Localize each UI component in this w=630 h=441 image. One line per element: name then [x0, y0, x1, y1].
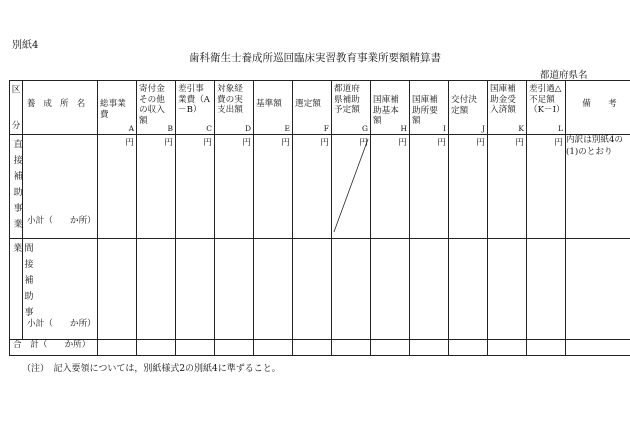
indirect-subsidy-label: 間接補助事業 — [10, 239, 23, 340]
total-cell-h — [371, 339, 410, 355]
total-cell-f — [293, 339, 332, 355]
document-label: 別紙4 — [12, 40, 39, 51]
direct-cell-i: 円 — [410, 135, 449, 239]
indirect-cell-e — [254, 239, 293, 340]
total-biko — [566, 339, 630, 355]
total-cell-g — [332, 339, 371, 355]
settlement-table — [9, 80, 630, 356]
header-col-h: 国庫補助基本額 H — [371, 81, 410, 135]
indirect-cell-k — [488, 239, 527, 340]
indirect-subtotal-cell: 小計（ か所） — [23, 239, 98, 340]
header-col-k: 国庫補助金受入済額 K — [488, 81, 527, 135]
indirect-cell-d — [215, 239, 254, 340]
prefecture-label: 都道府県名 — [540, 70, 588, 81]
document-title: 歯科衛生士養成所巡回臨床実習教育事業所要額精算書 — [189, 52, 441, 64]
indirect-cell-a — [98, 239, 137, 340]
direct-subsidy-label: 直接補助事業 — [10, 135, 23, 239]
direct-cell-l: 円 — [527, 135, 566, 239]
direct-cell-c: 円 — [176, 135, 215, 239]
header-col-j: 交付決定額 J — [449, 81, 488, 135]
total-label: 合 計（ か所） — [10, 339, 98, 355]
total-cell-k — [488, 339, 527, 355]
direct-cell-b: 円 — [137, 135, 176, 239]
direct-cell-a: 円 — [98, 135, 137, 239]
header-biko: 備 考 — [566, 81, 630, 135]
indirect-cell-j — [449, 239, 488, 340]
indirect-cell-f — [293, 239, 332, 340]
footnote: （注） 記入要領については，別紙様式2の別紙4に準ずること。 — [22, 364, 281, 374]
direct-cell-h: 円 — [371, 135, 410, 239]
header-col-a: 総事業費 A — [98, 81, 137, 135]
header-col-d: 対象経費の実支出額 D — [215, 81, 254, 135]
total-cell-l — [527, 339, 566, 355]
indirect-subsidy-row — [10, 239, 630, 340]
total-cell-d — [215, 339, 254, 355]
diagonal-strike — [332, 135, 370, 232]
header-col-b: 寄付金その他の収入額 B — [137, 81, 176, 135]
header-row — [10, 81, 630, 135]
indirect-cell-g — [332, 239, 371, 340]
indirect-cell-l — [527, 239, 566, 340]
header-school-name: 養成所名 — [23, 81, 98, 135]
total-cell-c — [176, 339, 215, 355]
direct-cell-j: 円 — [449, 135, 488, 239]
indirect-cell-c — [176, 239, 215, 340]
direct-cell-e: 円 — [254, 135, 293, 239]
indirect-cell-h — [371, 239, 410, 340]
direct-biko-note: 内訳は別紙4の(1)のとおり — [566, 135, 630, 239]
direct-cell-f: 円 — [293, 135, 332, 239]
total-cell-e — [254, 339, 293, 355]
total-row — [10, 339, 630, 355]
total-cell-b — [137, 339, 176, 355]
direct-subsidy-row — [10, 135, 630, 239]
header-col-c: 差引事業費（A－B） C — [176, 81, 215, 135]
header-col-i: 国庫補助所要額 I — [410, 81, 449, 135]
indirect-biko — [566, 239, 630, 340]
header-col-e: 基準額 E — [254, 81, 293, 135]
header-col-l: 差引過△不足額（K－I） L — [527, 81, 566, 135]
header-col-f: 選定額 F — [293, 81, 332, 135]
total-cell-i — [410, 339, 449, 355]
indirect-cell-b — [137, 239, 176, 340]
direct-cell-d: 円 — [215, 135, 254, 239]
total-cell-a — [98, 339, 137, 355]
direct-subtotal-cell: 小計（ か所） — [23, 135, 98, 239]
direct-cell-k: 円 — [488, 135, 527, 239]
total-cell-j — [449, 339, 488, 355]
indirect-cell-i — [410, 239, 449, 340]
header-kubun: 区 分 — [10, 81, 23, 135]
direct-cell-g: 円 — [332, 135, 371, 239]
header-col-g: 都道府県補助予定額 G — [332, 81, 371, 135]
